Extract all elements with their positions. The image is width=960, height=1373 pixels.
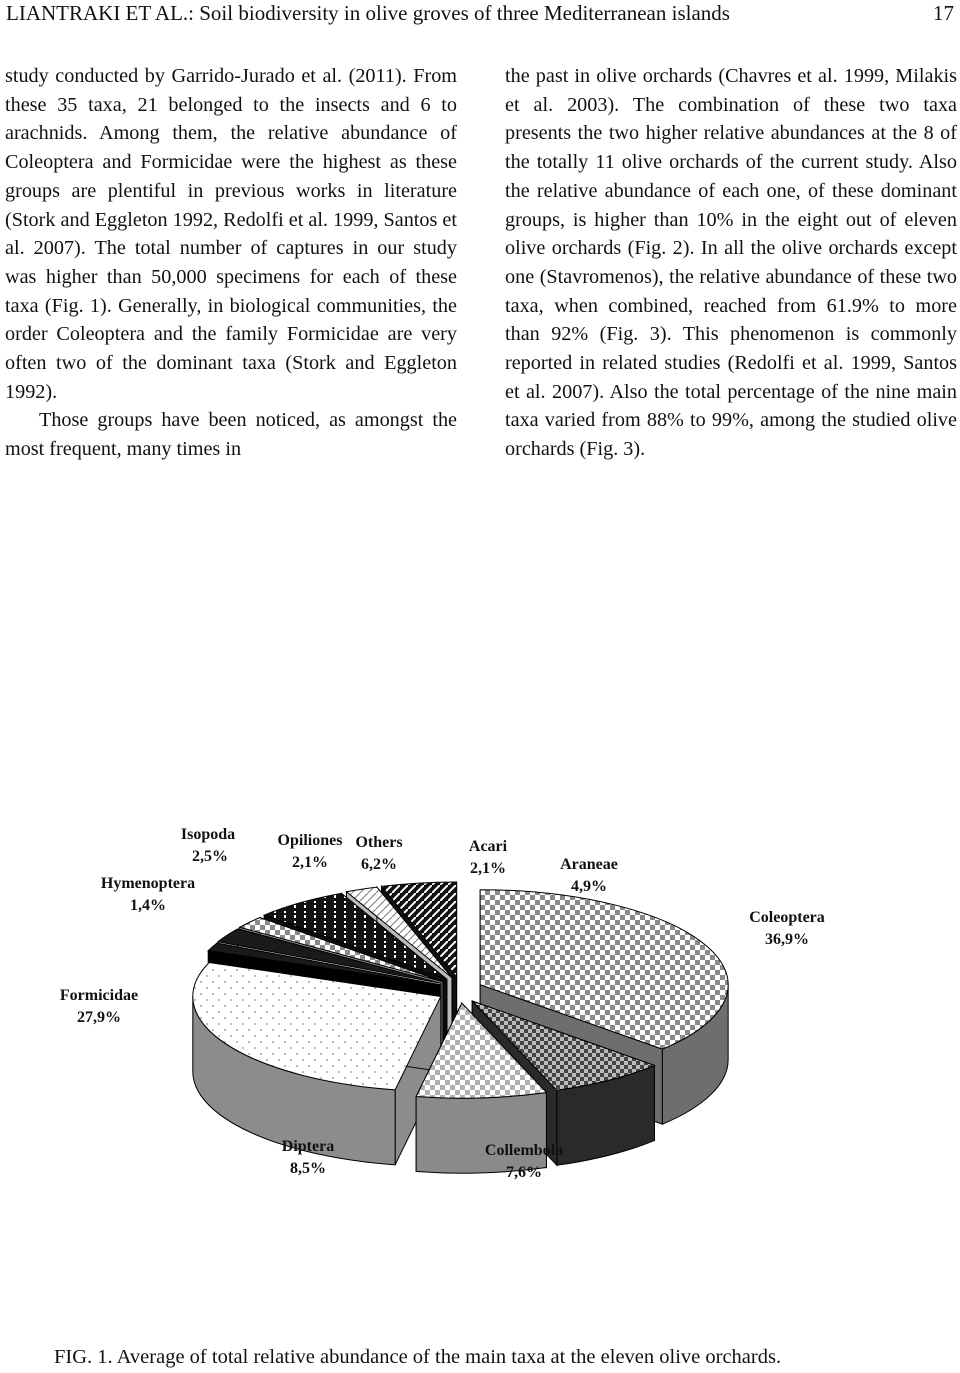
pie-chart-figure: [0, 805, 960, 1325]
data-label-araneae: Araneae 4,9%: [560, 856, 618, 895]
left-column: [5, 62, 457, 464]
data-label-collembola: Collembola 7,6%: [484, 1142, 564, 1181]
left-paragraph-1: study conducted by Garrido-Jurado et al. (2011). From these 35 taxa, 21 belonged to the insects and 6 to arachnids. Among them, the relative abundance of Coleoptera and Formicidae were the highest as these groups are plentiful in previous works in literature (Stork and Eggleton 1992, Redolfi et al. 1999, Santos et al. 2007). The total number of captures in our study was higher than 50,000 specimens for each of these taxa (Fig. 1). Generally, in biological communities, the order Coleoptera and the family Formicidae are very often two of the dominant taxa (Stork and Eggleton 1992).: [5, 65, 457, 403]
data-label-diptera: Diptera 8,5%: [281, 1138, 335, 1177]
data-label-acari: Acari 2,1%: [468, 838, 508, 877]
pie-slices: [193, 882, 728, 1173]
pie-slice-side: [416, 1092, 546, 1173]
right-paragraph-1: the past in olive orchards (Chavres et al. 1999, Milakis et al. 2003). The combination of these two taxa presents the two higher relative abundances at the 8 of the totally 11 olive orchards of the current study. Also the relative abundance of each one, of these dominant groups, is higher than 10% in the eight out of eleven olive orchards (Fig. 2). In all the olive orchards except one (Stavromenos), the relative abundance of these two taxa, when combined, reached from 61.9% to more than 92% (Fig. 3). This phenomenon is commonly reported in related studies (Redolfi et al. 1999, Santos et al. 2007). Also the total percentage of the nine main taxa varied from 88% to 99%, among the studied olive orchards (Fig. 3).: [505, 65, 957, 461]
left-paragraph-2: Those groups have been noticed, as amongst the most frequent, many times in: [5, 409, 457, 461]
data-label-others: Others 6,2%: [355, 834, 403, 873]
data-label-formicidae: Formicidae 27,9%: [59, 987, 139, 1026]
page-number: 17: [933, 1, 954, 25]
pie-slice-formicidae: [193, 962, 441, 1164]
data-label-opiliones: Opiliones 2,1%: [277, 832, 343, 871]
data-label-isopoda: Isopoda 2,5%: [180, 826, 236, 865]
right-column: [505, 62, 957, 464]
figure-caption: FIG. 1. Average of total relative abundance of the main taxa at the eleven olive orchards.: [54, 1346, 782, 1368]
running-title: LIANTRAKI ET AL.: Soil biodiversity in olive groves of three Mediterranean islands: [6, 1, 730, 25]
data-label-coleoptera: Coleoptera 36,9%: [749, 909, 825, 948]
running-header: [6, 0, 954, 28]
data-label-hymenoptera: Hymenoptera 1,4%: [100, 875, 196, 914]
